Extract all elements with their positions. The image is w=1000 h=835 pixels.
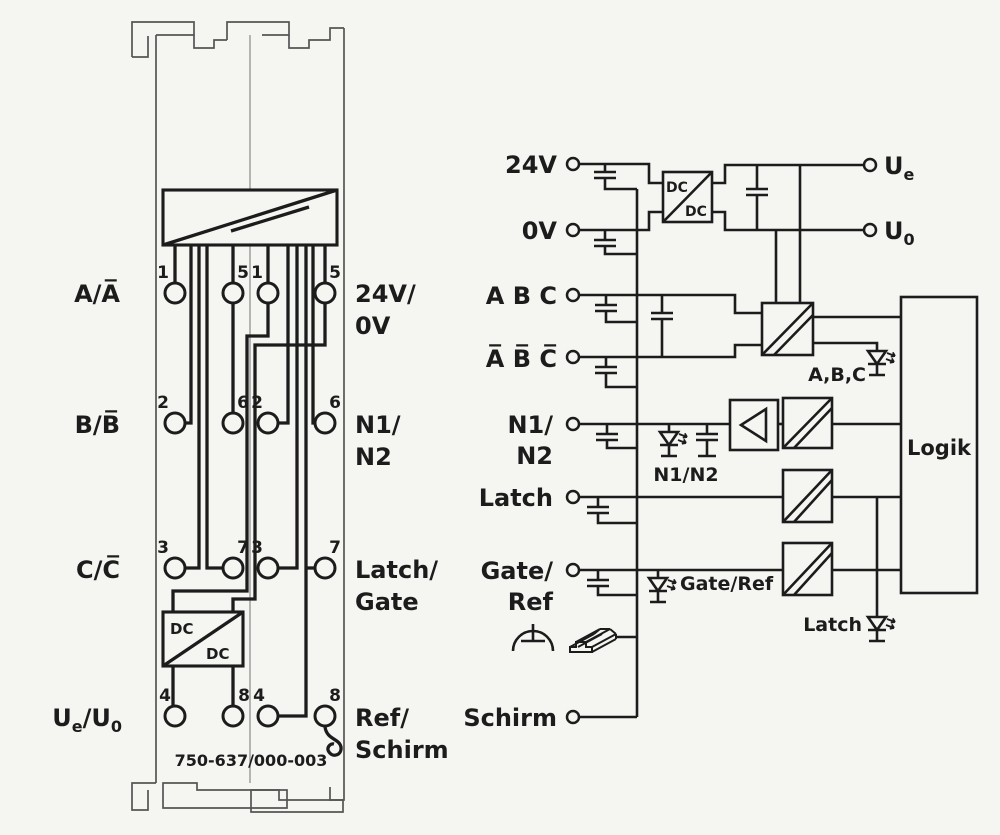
product-code: 750-637/000-003 — [174, 751, 328, 770]
svg-text:5: 5 — [329, 263, 341, 283]
input-ref: Ref — [507, 588, 553, 616]
svg-text:3: 3 — [157, 538, 169, 558]
logik-label: Logik — [906, 436, 972, 460]
svg-text:8: 8 — [238, 686, 250, 706]
row-label-0v: 0V — [355, 312, 391, 340]
dcdc-label-bottom: DC — [206, 645, 230, 663]
input-n2: N2 — [516, 442, 553, 470]
module-row-labels-right — [355, 280, 449, 764]
output-u0: $U_0$ — [884, 217, 915, 249]
input-24v: 24V — [505, 151, 557, 179]
led-n1n2-icon — [660, 432, 687, 456]
dcdc2-label-bottom: DC — [685, 204, 707, 220]
module-row-labels-left — [52, 278, 122, 736]
row-label-n2: N2 — [355, 443, 392, 471]
row-label-24v: 24V/ — [355, 280, 416, 308]
svg-text:1: 1 — [157, 263, 169, 283]
module-dcdc-box — [163, 612, 243, 666]
led-gate-ref-icon — [649, 578, 676, 602]
svg-text:7: 7 — [237, 538, 249, 558]
row-label-schirm: Schirm — [355, 736, 449, 764]
input-n1: N1/ — [507, 411, 553, 439]
optocoupler-n1n2 — [783, 398, 832, 448]
earth-symbol — [513, 624, 553, 651]
input-abc-inverted: A̅ B̅ C̅ — [485, 345, 557, 373]
svg-text:4: 4 — [159, 686, 171, 706]
optocoupler-abc — [762, 303, 813, 355]
row-label-latch: Latch/ — [355, 556, 439, 584]
logik-block — [901, 297, 977, 593]
input-schirm: Schirm — [463, 704, 557, 732]
svg-text:6: 6 — [329, 393, 341, 413]
svg-text:3: 3 — [251, 538, 263, 558]
svg-text:2: 2 — [157, 393, 169, 413]
module-converter-box — [163, 190, 337, 245]
svg-text:6: 6 — [237, 393, 249, 413]
dcdc2-label-top: DC — [666, 180, 688, 196]
dcdc-block — [663, 172, 712, 222]
din-rail-icon — [570, 629, 616, 652]
led-label-gate-ref: Gate/Ref — [680, 573, 774, 595]
led-latch-icon — [868, 617, 895, 641]
output-ue: $U_e$ — [884, 152, 915, 184]
row-label-ue-u0: $U_e/U_0$ — [52, 704, 122, 736]
module-internal-wires — [173, 245, 341, 755]
shield-clamp-hook — [325, 727, 341, 755]
row-label-a: A/A̅ — [74, 280, 120, 308]
input-0v: 0V — [521, 217, 557, 245]
optocoupler-gate — [783, 543, 832, 595]
row-label-b: B/B̅ — [74, 411, 120, 439]
row-label-c: C/C̅ — [76, 556, 120, 584]
led-label-latch: Latch — [803, 614, 862, 636]
row-label-n1: N1/ — [355, 411, 401, 439]
comparator-block — [730, 400, 778, 450]
dcdc-label-top: DC — [170, 620, 194, 638]
row-label-ref: Ref/ — [355, 704, 409, 732]
block-schematic — [463, 151, 977, 732]
optocoupler-latch — [783, 470, 832, 522]
svg-text:1: 1 — [251, 263, 263, 283]
led-abc-icon — [868, 351, 895, 375]
svg-text:5: 5 — [237, 263, 249, 283]
schematic-labels — [463, 151, 914, 732]
input-gate: Gate/ — [480, 557, 553, 585]
svg-text:4: 4 — [253, 686, 265, 706]
led-label-n1n2: N1/N2 — [653, 464, 719, 486]
svg-text:8: 8 — [329, 686, 341, 706]
led-label-abc: A,B,C — [808, 364, 866, 386]
input-latch: Latch — [478, 484, 553, 512]
svg-text:2: 2 — [251, 393, 263, 413]
input-abc: A B C — [485, 282, 557, 310]
row-label-gate: Gate — [355, 588, 419, 616]
module-faceplate — [52, 22, 448, 812]
svg-text:7: 7 — [329, 538, 341, 558]
